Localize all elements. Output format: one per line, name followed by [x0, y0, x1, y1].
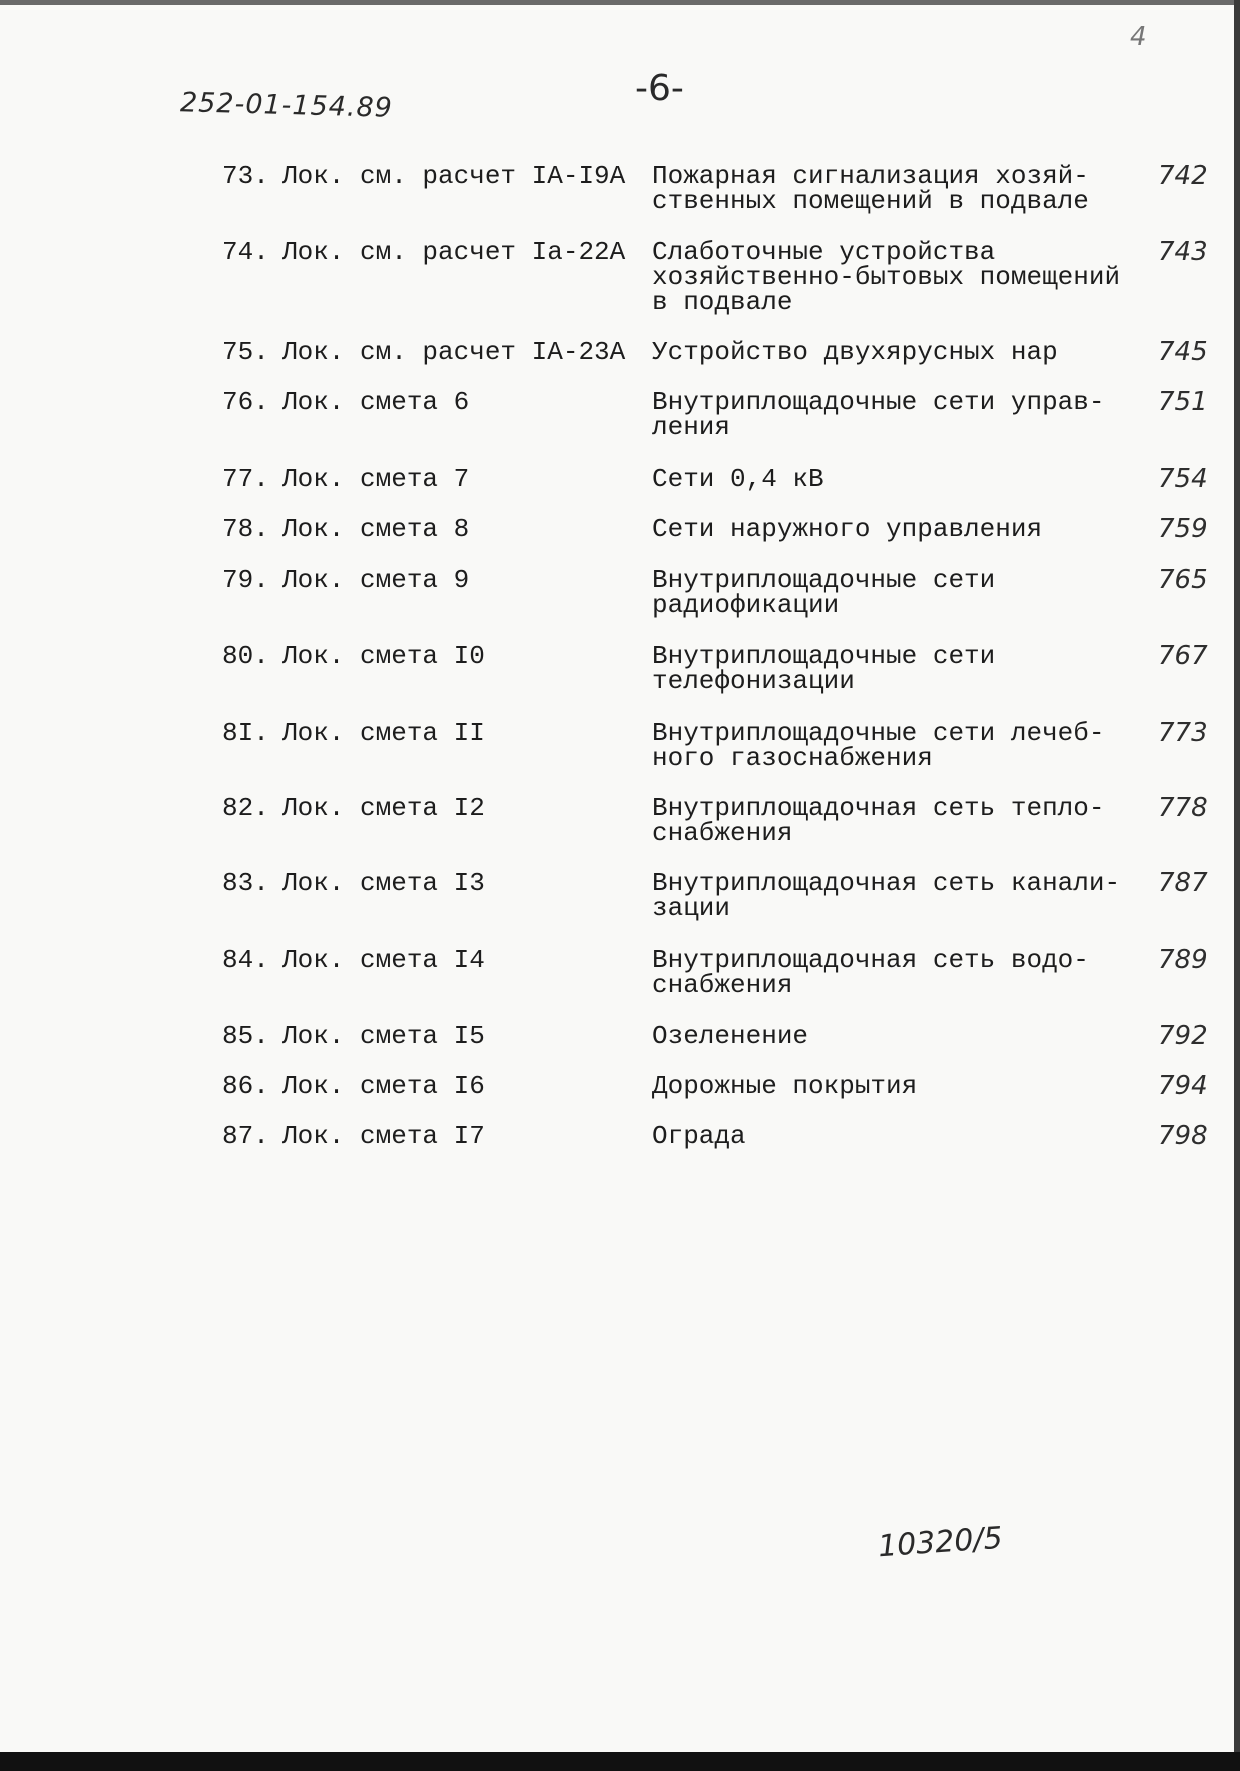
entry-number: 82.	[222, 793, 269, 823]
scan-edge-top	[0, 0, 1240, 5]
entry-number: 76.	[222, 387, 269, 417]
entry-description: Сети 0,4 кВ	[652, 464, 824, 494]
entry-number: 79.	[222, 565, 269, 595]
entry-page: 759	[1158, 514, 1208, 544]
corner-mark: 4	[1130, 22, 1147, 52]
entry-description: Сети наружного управления	[652, 514, 1043, 544]
entry-reference: Лок. смета 6	[282, 387, 470, 417]
entry-description: Внутриплощадочные сети радиофикации	[652, 565, 996, 620]
entry-number: 75.	[222, 337, 269, 367]
entry-number: 86.	[222, 1071, 269, 1101]
entry-description: Пожарная сигнализация хозяй- ственных помещений в подвале	[652, 161, 1089, 216]
entry-number: 85.	[222, 1021, 269, 1051]
page-number: -6-	[635, 68, 684, 109]
entry-reference: Лок. смета II	[282, 718, 485, 748]
entry-reference: Лок. смета I5	[282, 1021, 485, 1051]
entry-description: Внутриплощадочные сети управ- ления	[652, 387, 1105, 442]
entry-page: 765	[1158, 565, 1208, 595]
entry-page: 742	[1158, 161, 1208, 191]
entry-page: 794	[1158, 1071, 1208, 1101]
entry-reference: Лок. смета 8	[282, 514, 470, 544]
entry-reference: Лок. смета I7	[282, 1121, 485, 1151]
entry-reference: Лок. см. расчет IA-I9A	[282, 161, 626, 191]
entry-number: 8I.	[222, 718, 269, 748]
entry-number: 77.	[222, 464, 269, 494]
entry-page: 751	[1158, 387, 1208, 417]
archive-number: 10320/5	[876, 1520, 1004, 1565]
entry-page: 792	[1158, 1021, 1208, 1051]
entry-number: 78.	[222, 514, 269, 544]
entry-number: 83.	[222, 868, 269, 898]
entry-reference: Лок. см. расчет IA-23A	[282, 337, 626, 367]
entry-page: 754	[1158, 464, 1208, 494]
entry-page: 798	[1158, 1121, 1208, 1151]
entry-description: Внутриплощадочная сеть водо- снабжения	[652, 945, 1089, 1000]
entry-reference: Лок. см. расчет Ia-22A	[282, 237, 626, 267]
scan-edge-bottom	[0, 1752, 1240, 1771]
entry-description: Внутриплощадочная сеть канали- зации	[652, 868, 1121, 923]
entry-description: Внутриплощадочные сети лечеб- ного газоснабжения	[652, 718, 1105, 773]
entry-description: Внутриплощадочные сети телефонизации	[652, 641, 996, 696]
entry-page: 743	[1158, 237, 1208, 267]
document-code: 252-01-154.89	[179, 87, 394, 124]
entry-page: 789	[1158, 945, 1208, 975]
scan-edge-right	[1234, 0, 1240, 1771]
entry-description: Устройство двухярусных нар	[652, 337, 1058, 367]
entry-reference: Лок. смета I0	[282, 641, 485, 671]
entry-number: 87.	[222, 1121, 269, 1151]
entry-reference: Лок. смета I3	[282, 868, 485, 898]
entry-description: Внутриплощадочная сеть тепло- снабжения	[652, 793, 1105, 848]
entry-number: 74.	[222, 237, 269, 267]
entry-reference: Лок. смета I2	[282, 793, 485, 823]
entry-reference: Лок. смета I4	[282, 945, 485, 975]
entry-reference: Лок. смета 7	[282, 464, 470, 494]
entry-number: 80.	[222, 641, 269, 671]
entry-page: 787	[1158, 868, 1208, 898]
entry-description: Дорожные покрытия	[652, 1071, 918, 1101]
entry-description: Слаботочные устройства хозяйственно-бытовых помещений в подвале	[652, 237, 1121, 317]
entry-page: 773	[1158, 718, 1208, 748]
entry-page: 778	[1158, 793, 1208, 823]
entry-number: 84.	[222, 945, 269, 975]
entry-number: 73.	[222, 161, 269, 191]
entry-reference: Лок. смета I6	[282, 1071, 485, 1101]
entry-description: Ограда	[652, 1121, 746, 1151]
entry-page: 767	[1158, 641, 1208, 671]
entry-reference: Лок. смета 9	[282, 565, 470, 595]
entry-page: 745	[1158, 337, 1208, 367]
entry-description: Озеленение	[652, 1021, 809, 1051]
